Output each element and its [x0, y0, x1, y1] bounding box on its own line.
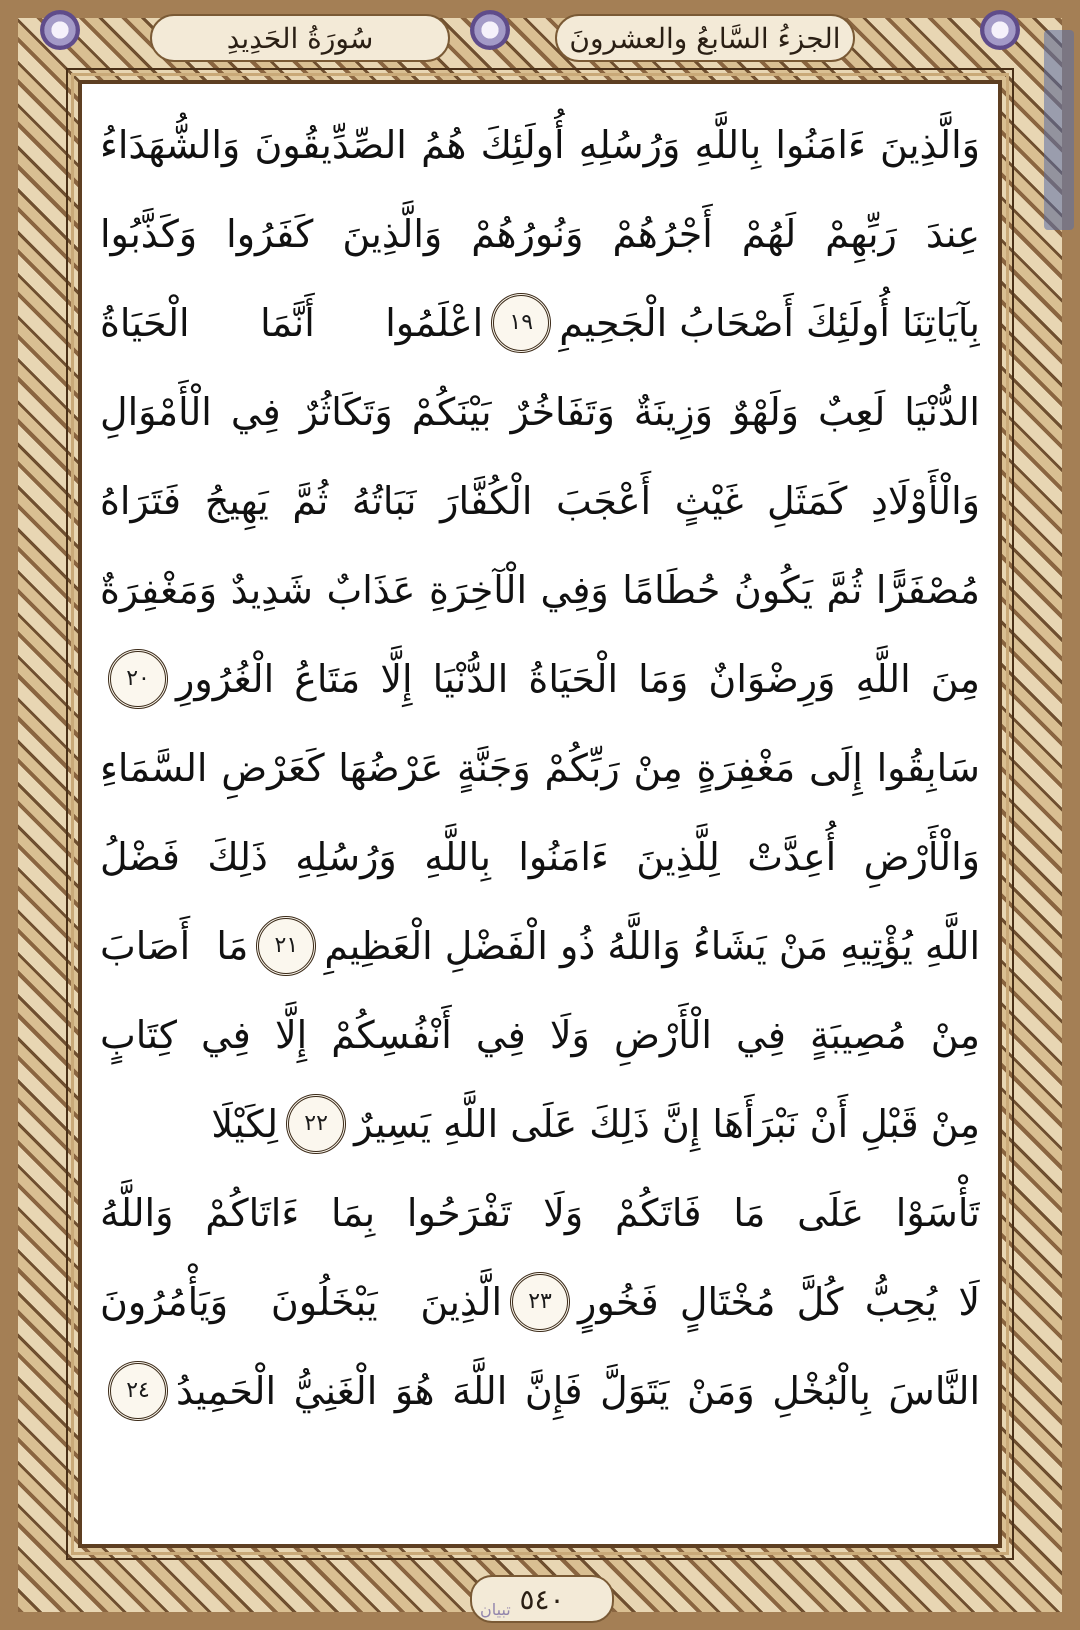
surah-title: سُورَةُ الحَدِيدِ [150, 14, 450, 62]
text-line-6: مُصْفَرًّا ثُمَّ يَكُونُ حُطَامًا وَفِي الْآخِرَةِ عَذَابٌ شَدِيدٌ وَمَغْفِرَةٌ [100, 567, 980, 612]
ayah-number-marker: ٢٤ [108, 1361, 168, 1421]
text-line-9: وَالْأَرْضِ أُعِدَّتْ لِلَّذِينَ ءَامَنُوا بِاللَّهِ وَرُسُلِهِ ذَلِكَ فَضْلُ [100, 834, 980, 879]
text-line-1: وَالَّذِينَ ءَامَنُوا بِاللَّهِ وَرُسُلِهِ أُولَئِكَ هُمُ الصِّدِّيقُونَ وَالشُّهَدَاءُ [100, 122, 980, 167]
text-line-3: بِآيَاتِنَا أُولَئِكَ أَصْحَابُ الْجَحِيمِ ١٩ اعْلَمُوا أَنَّمَا الْحَيَاةُ [100, 278, 980, 367]
corner-medallion-icon [980, 10, 1020, 50]
side-watermark-mark [1044, 30, 1074, 230]
text-line-4: الدُّنْيَا لَعِبٌ وَلَهْوٌ وَزِينَةٌ وَتَفَاخُرٌ بَيْنَكُمْ وَتَكَاثُرٌ فِي الْأَمْوَالِ [100, 389, 980, 434]
corner-medallion-icon [40, 10, 80, 50]
text-line-12: مِنْ قَبْلِ أَنْ نَبْرَأَهَا إِنَّ ذَلِكَ عَلَى اللَّهِ يَسِيرٌ ٢٢ لِكَيْلَا [100, 1079, 980, 1168]
text-line-14: لَا يُحِبُّ كُلَّ مُخْتَالٍ فَخُورٍ ٢٣ الَّذِينَ يَبْخَلُونَ وَيَأْمُرُونَ [100, 1257, 980, 1346]
ayah-number-marker: ٢٣ [510, 1272, 570, 1332]
text-line-15: النَّاسَ بِالْبُخْلِ وَمَنْ يَتَوَلَّ فَإِنَّ اللَّهَ هُوَ الْغَنِيُّ الْحَمِيدُ ٢٤ [100, 1346, 980, 1435]
page-number: ٥٤٠ [470, 1575, 614, 1623]
text-line-8: سَابِقُوا إِلَى مَغْفِرَةٍ مِنْ رَبِّكُمْ وَجَنَّةٍ عَرْضُهَا كَعَرْضِ السَّمَاءِ [100, 745, 980, 790]
text-line-11: مِنْ مُصِيبَةٍ فِي الْأَرْضِ وَلَا فِي أَنْفُسِكُمْ إِلَّا فِي كِتَابٍ [100, 1012, 980, 1057]
juz-title: الجزءُ السَّابعُ والعشرونَ [555, 14, 855, 62]
text-line-5: وَالْأَوْلَادِ كَمَثَلِ غَيْثٍ أَعْجَبَ الْكُفَّارَ نَبَاتُهُ ثُمَّ يَهِيجُ فَتَرَاهُ [100, 478, 980, 523]
top-medallion-icon [470, 10, 510, 50]
quran-text [100, 100, 980, 1440]
watermark-label: تبیان [480, 1600, 511, 1619]
ayah-number-marker: ٢٠ [108, 649, 168, 709]
text-line-13: تَأْسَوْا عَلَى مَا فَاتَكُمْ وَلَا تَفْرَحُوا بِمَا ءَاتَاكُمْ وَاللَّهُ [100, 1190, 980, 1235]
text-line-10: اللَّهِ يُؤْتِيهِ مَنْ يَشَاءُ وَاللَّهُ ذُو الْفَضْلِ الْعَظِيمِ ٢١ مَا أَصَابَ [100, 901, 980, 990]
text-line-7: مِنَ اللَّهِ وَرِضْوَانٌ وَمَا الْحَيَاةُ الدُّنْيَا إِلَّا مَتَاعُ الْغُرُورِ ٢٠ [100, 634, 980, 723]
text-line-2: عِندَ رَبِّهِمْ لَهُمْ أَجْرُهُمْ وَنُورُهُمْ وَالَّذِينَ كَفَرُوا وَكَذَّبُوا [100, 211, 980, 256]
ayah-number-marker: ٢١ [256, 916, 316, 976]
ayah-number-marker: ١٩ [491, 293, 551, 353]
ayah-number-marker: ٢٢ [286, 1094, 346, 1154]
